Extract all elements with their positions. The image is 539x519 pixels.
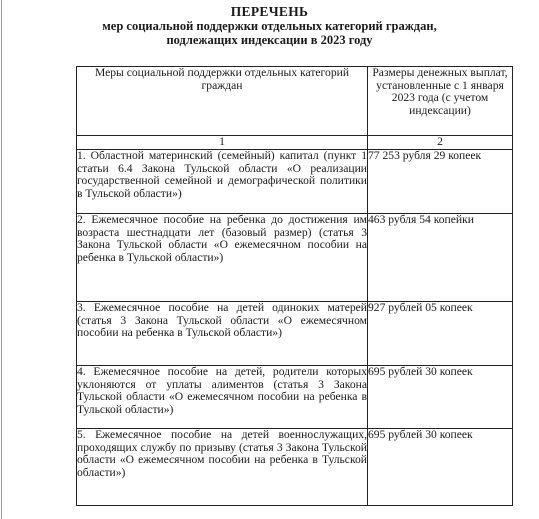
social-support-table — [76, 66, 513, 506]
table-row — [77, 150, 513, 214]
amount-cell: 77 253 рубля 29 копеек — [368, 150, 513, 214]
measure-cell: 1. Областной материнский (семейный) капитал (пункт 1 статьи 6.4 Закона Тульской области «О реализации государственной семейной и демографической политики в Тульской области») — [77, 150, 368, 214]
column-number-2: 2 — [368, 136, 513, 150]
table-row — [77, 214, 513, 302]
amount-cell: 927 рублей 05 копеек — [368, 302, 513, 366]
document-title: ПЕРЕЧЕНЬ — [230, 4, 309, 19]
measure-cell: 3. Ежемесячное пособие на детей одиноких матерей (статья 3 Закона Тульской области «О ежемесячном пособии на ребенка в Тульской области») — [77, 302, 368, 366]
table-row — [77, 366, 513, 429]
header-measures: Меры социальной поддержки отдельных категорий граждан — [77, 67, 368, 136]
table-row — [77, 429, 513, 506]
document-subtitle-line2: подлежащих индексации в 2023 году — [166, 33, 373, 47]
document-subtitle-line1: мер социальной поддержки отдельных категорий граждан, — [102, 19, 437, 33]
table-row — [77, 302, 513, 366]
amount-cell: 695 рублей 30 копеек — [368, 366, 513, 429]
header-amounts: Размеры денежных выплат, установленные с 1 января 2023 года (с учетом индексации) — [368, 67, 513, 136]
measure-cell: 5. Ежемесячное пособие на детей военнослужащих, проходящих службу по призыву (статья 3 Закона Тульской области «О ежемесячном пособии на ребенка в Тульской области») — [77, 429, 368, 506]
column-number-row — [77, 136, 513, 150]
measure-cell: 4. Ежемесячное пособие на детей, родители которых уклоняются от уплаты алиментов (статья 3 Закона Тульской области «О ежемесячном пособии на ребенка в Тульской области») — [77, 366, 368, 429]
document-heading — [0, 5, 539, 47]
measure-cell: 2. Ежемесячное пособие на ребенка до достижения им возраста шестнадцати лет (базовый размер) (статья 3 Закона Тульской области «О ежемесячном пособии на ребенка в Тульской области») — [77, 214, 368, 302]
amount-cell: 695 рублей 30 копеек — [368, 429, 513, 506]
amount-cell: 463 рубля 54 копейки — [368, 214, 513, 302]
table-header-row — [77, 67, 513, 136]
page-left-edge — [1, 0, 2, 519]
column-number-1: 1 — [77, 136, 368, 150]
